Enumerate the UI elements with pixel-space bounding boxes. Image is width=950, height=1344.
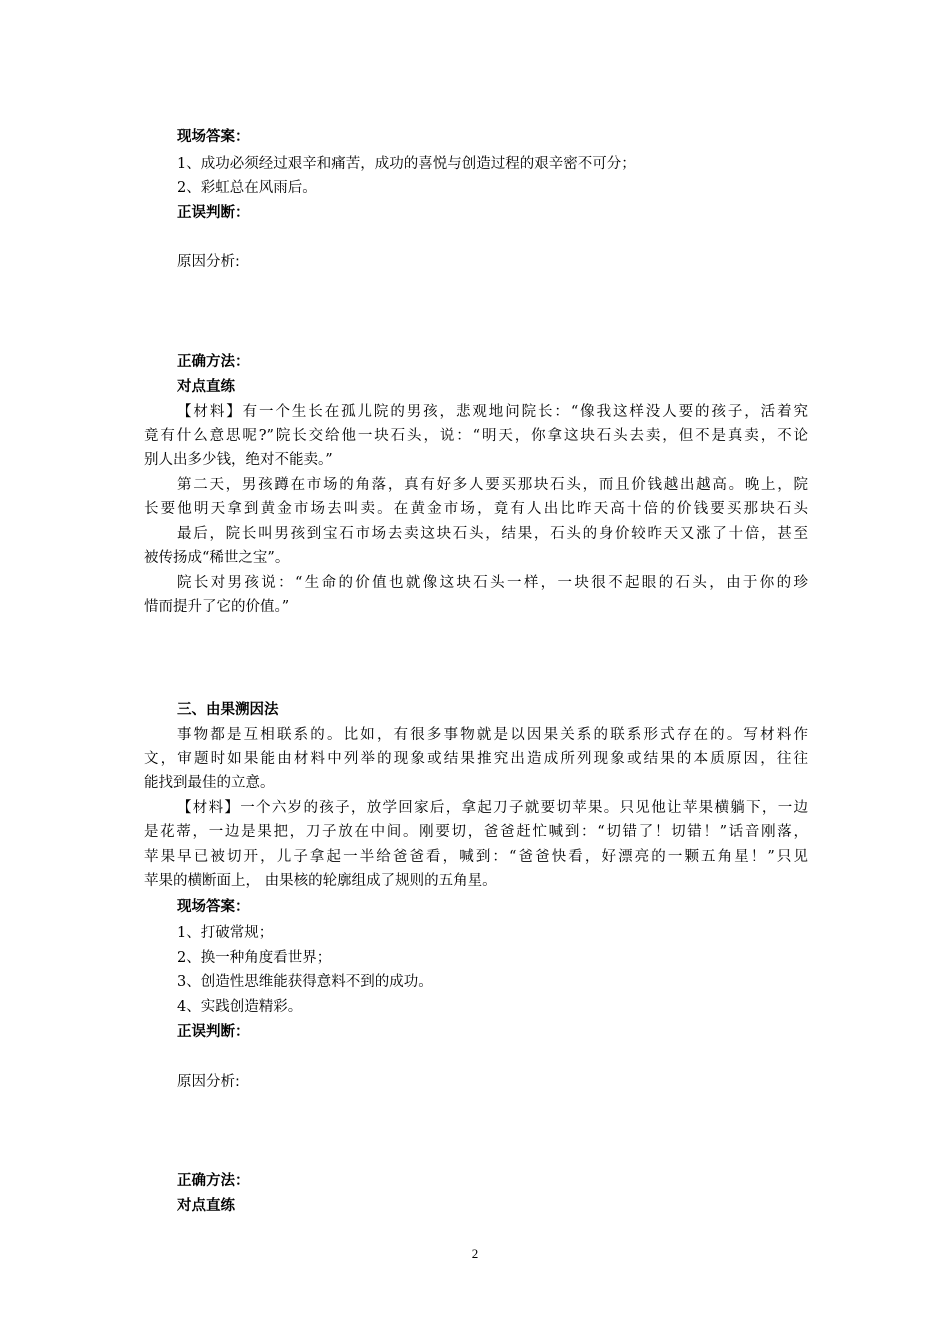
answer-item: 2、彩虹总在风雨后。 xyxy=(177,180,317,196)
practice-label: 对点直练 xyxy=(177,1198,235,1214)
answer-item: 3、创造性思维能获得意料不到的成功。 xyxy=(177,974,433,990)
section-title: 三、由果溯因法 xyxy=(177,702,279,718)
material-line: 【材料】有一个生长在孤儿院的男孩，悲观地问院长：“像我这样没人要的孩子，活着究 xyxy=(177,404,808,420)
judgment-label: 正误判断： xyxy=(177,205,250,221)
judgment-label: 正误判断： xyxy=(177,1024,250,1040)
material-line: 别人出多少钱，绝对不能卖。” xyxy=(144,452,333,468)
material-line: 苹果的横断面上， 由果核的轮廓组成了规则的五角星。 xyxy=(144,873,497,889)
material-line: 惜而提升了它的价值。” xyxy=(144,599,290,615)
answer-item: 2、换一种角度看世界； xyxy=(177,950,332,966)
method-label: 正确方法： xyxy=(177,1173,250,1189)
method-label: 正确方法： xyxy=(177,354,250,370)
answer-item: 1、成功必须经过艰辛和痛苦，成功的喜悦与创造过程的艰辛密不可分； xyxy=(177,156,636,172)
material-line: 被传扬成“稀世之宝”。 xyxy=(144,550,290,566)
answer-item: 1、打破常规； xyxy=(177,925,274,941)
reason-label: 原因分析: xyxy=(177,1074,240,1090)
answer-label: 现场答案： xyxy=(177,129,250,145)
intro-line: 文，审题时如果能由材料中列举的现象或结果推究出造成所列现象或结果的本质原因，往往 xyxy=(144,751,808,767)
material-line: 竟有什么意思呢?”院长交给他一块石头，说：“明天，你拿这块石头去卖，但不是真卖，不论 xyxy=(144,428,808,444)
reason-label: 原因分析: xyxy=(177,254,240,270)
material-line: 第二天，男孩蹲在市场的角落，真有好多人要买那块石头，而且价钱越出越高。晚上，院 xyxy=(177,477,808,493)
page-number: 2 xyxy=(471,1246,479,1261)
document-page xyxy=(144,0,808,1344)
intro-line: 事物都是互相联系的。比如，有很多事物就是以因果关系的联系形式存在的。写材料作 xyxy=(177,727,808,743)
material-line: 【材料】一个六岁的孩子，放学回家后，拿起刀子就要切苹果。只见他让苹果横躺下，一边 xyxy=(177,800,808,816)
material-line: 最后，院长叫男孩到宝石市场去卖这块石头，结果，石头的身价较昨天又涨了十倍，甚至 xyxy=(177,526,808,542)
material-line: 是花蒂，一边是果把，刀子放在中间。刚要切，爸爸赶忙喊到：“切错了！切错！”话音刚落， xyxy=(144,824,808,840)
material-line: 长要他明天拿到黄金市场去叫卖。在黄金市场，竟有人出比昨天高十倍的价钱要买那块石头 xyxy=(144,501,808,517)
material-line: 院长对男孩说：“生命的价值也就像这块石头一样，一块很不起眼的石头，由于你的珍 xyxy=(177,575,808,591)
practice-label: 对点直练 xyxy=(177,379,235,395)
material-line: 苹果早已被切开，儿子拿起一半给爸爸看，喊到：“爸爸快看，好漂亮的一颗五角星！”只见 xyxy=(144,849,808,865)
answer-label: 现场答案： xyxy=(177,899,250,915)
intro-line: 能找到最佳的立意。 xyxy=(144,775,275,791)
answer-item: 4、实践创造精彩。 xyxy=(177,999,303,1015)
